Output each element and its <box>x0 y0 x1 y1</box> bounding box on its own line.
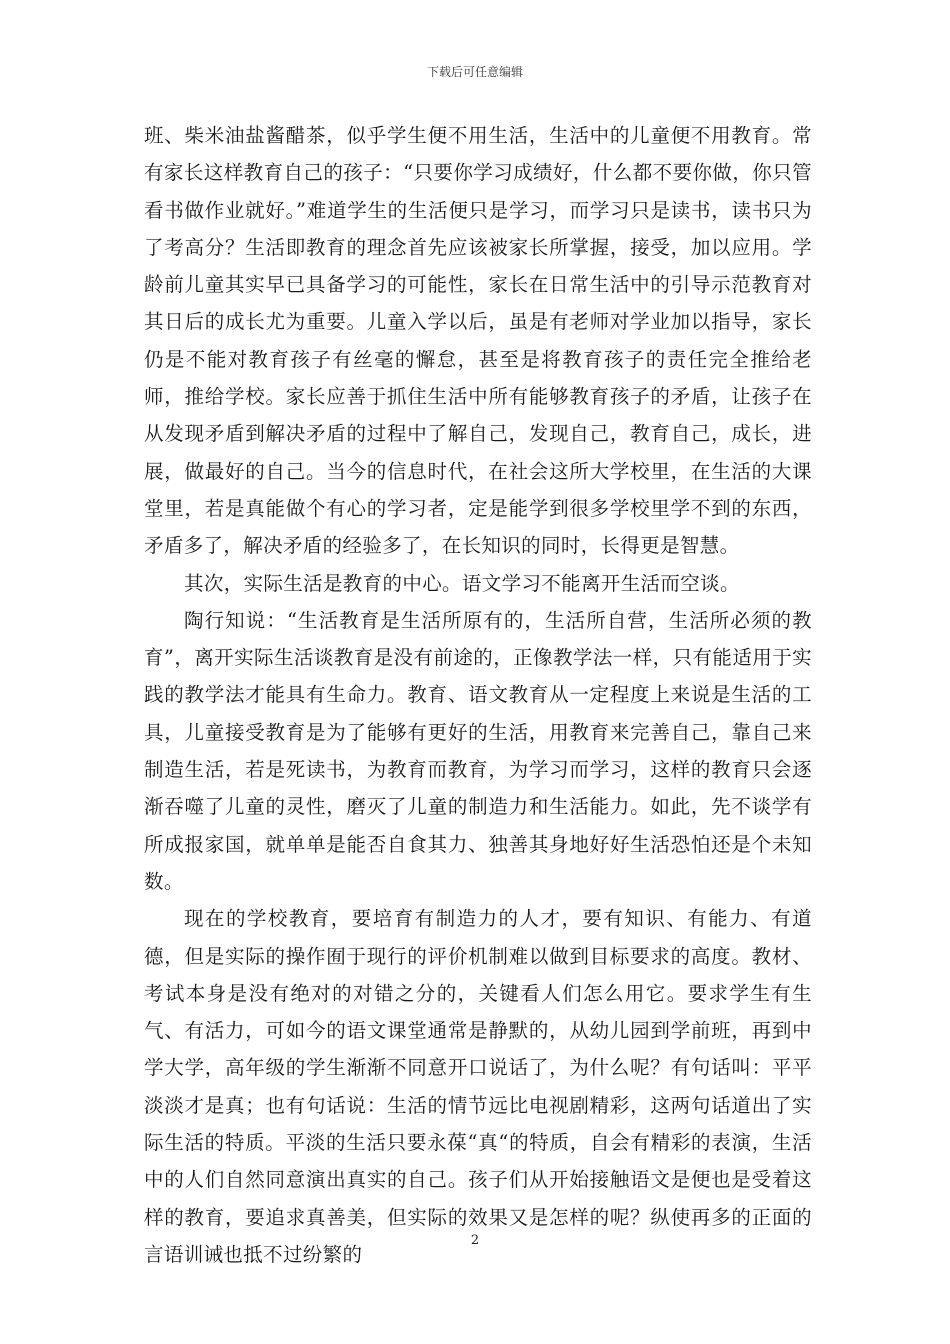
paragraph-tao-xingzhi-quote: 陶行知说：“生活教育是生活所原有的，生活所自营，生活所必须的教育”，离开实际生活谈教育是没有前途的，正像教学法一样，只有能适用于实践的教学法才能具有生命力。教育、语文教育从一定程度上来说是生活的工具，儿童接受教育是为了能够有更好的生活，用教育来完善自己，靠自己来制造生活，若是死读书，为教育而教育，为学习而学习，这样的教育只会逐渐吞噬了儿童的灵性，磨灭了儿童的制造力和生活能力。如此，先不谈学有所成报家国，就单单是能否自食其力、独善其身地好好生活恐怕还是个未知数。 <box>144 608 812 893</box>
paragraph-continuation: 班、柴米油盐酱醋茶，似乎学生便不用生活，生活中的儿童便不用教育。常有家长这样教育自己的孩子：“只要你学习成绩好，什么都不要你做，你只管看书做作业就好。”难道学生的生活便只是学习，而学习只是读书，读书只为了考高分？生活即教育的理念首先应该被家长所掌握，接受，加以应用。学龄前儿童其实早已具备学习的可能性，家长在日常生活中的引导示范教育对其日后的成长尤为重要。儿童入学以后，虽是有老师对学业加以指导，家长仍是不能对教育孩子有丝毫的懈怠，甚至是将教育孩子的责任完全推给老师，推给学校。家长应善于抓住生活中所有能够教育孩子的矛盾，让孩子在从发现矛盾到解决矛盾的过程中了解自己，发现自己，教育自己，成长，进展，做最好的自己。当今的信息时代，在社会这所大学校里，在生活的大课堂里，若是真能做个有心的学习者，定是能学到很多学校里学不到的东西，矛盾多了，解决矛盾的经验多了，在长知识的同时，长得更是智慧。 <box>144 124 812 558</box>
page-number: 2 <box>470 1233 480 1248</box>
page-header: 下载后可任意编辑 <box>426 65 523 79</box>
paragraph-second-point: 其次，实际生活是教育的中心。语文学习不能离开生活而空谈。 <box>184 571 740 595</box>
document-body <box>144 117 812 1273</box>
paragraph-school-education: 现在的学校教育，要培育有制造力的人才，要有知识、有能力、有道德，但是实际的操作囿于现行的评价机制难以做到目标要求的高度。教材、考试本身是没有绝对的对错之分的，关键看人们怎么用它。要求学生有生气、有活力，可如今的语文课堂通常是静默的，从幼儿园到学前班，再到中学大学，高年级的学生渐渐不同意开口说话了，为什么呢？有句话叫：平平淡淡才是真；也有句话说：生活的情节远比电视剧精彩，这两句话道出了实际生活的特质。平淡的生活只要永葆“真“的特质，自会有精彩的表演，生活中的人们自然同意演出真实的自己。孩子们从开始接触语文是便也是受着这样的教育，要追求真善美，但实际的效果又是怎样的呢？纵使再多的正面的言语训诫也抵不过纷繁的 <box>144 907 812 1266</box>
